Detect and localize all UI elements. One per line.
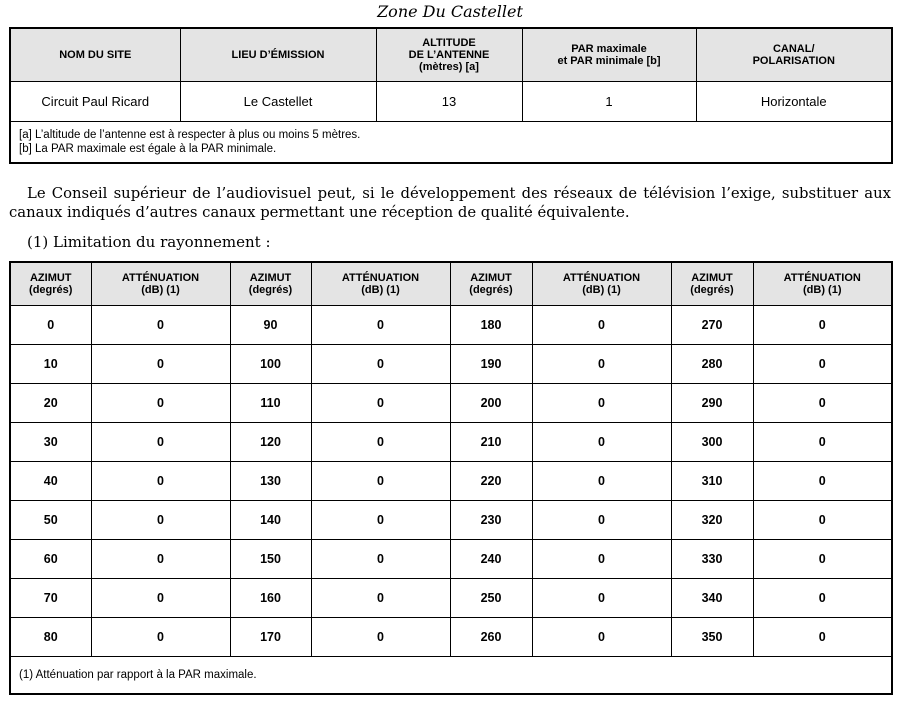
azimuth-table-note: (1) Atténuation par rapport à la PAR maximale. [10,657,892,695]
table-row [10,423,892,462]
azimut-cell: 0 [10,306,91,345]
attenuation-cell: 0 [753,345,892,384]
azimut-cell: 280 [671,345,753,384]
attenuation-cell: 0 [532,423,671,462]
azimut-cell: 120 [230,423,311,462]
attenuation-cell: 0 [91,345,230,384]
azimut-cell: 20 [10,384,91,423]
azimuth-table-body [10,306,892,695]
azimut-cell: 30 [10,423,91,462]
azimut-cell: 210 [450,423,532,462]
azimut-cell: 350 [671,618,753,657]
attenuation-cell: 0 [753,501,892,540]
attenuation-cell: 0 [753,540,892,579]
azimut-cell: 50 [10,501,91,540]
attenuation-cell: 0 [91,306,230,345]
header-nom-du-site: NOM DU SITE [10,28,180,82]
attenuation-cell: 0 [532,618,671,657]
attenuation-cell: 0 [311,501,450,540]
table-row [10,618,892,657]
header-azimut: AZIMUT (degrés) [10,262,91,306]
zone-title: Zone Du Castellet [377,2,523,21]
attenuation-cell: 0 [311,423,450,462]
attenuation-cell: 0 [311,540,450,579]
table-row [10,462,892,501]
azimuth-table [9,261,893,695]
attenuation-cell: 0 [532,540,671,579]
azimut-cell: 200 [450,384,532,423]
attenuation-cell: 0 [91,618,230,657]
cell-nom-du-site: Circuit Paul Ricard [10,82,180,122]
attenuation-cell: 0 [532,384,671,423]
azimut-cell: 170 [230,618,311,657]
attenuation-cell: 0 [311,345,450,384]
azimut-cell: 270 [671,306,753,345]
attenuation-cell: 0 [753,618,892,657]
table-row [10,540,892,579]
azimut-cell: 110 [230,384,311,423]
site-table-notes [10,122,892,164]
table-row [10,384,892,423]
header-azimut: AZIMUT (degrés) [230,262,311,306]
cell-par: 1 [522,82,696,122]
azimut-cell: 320 [671,501,753,540]
azimut-cell: 190 [450,345,532,384]
azimut-cell: 70 [10,579,91,618]
attenuation-cell: 0 [532,345,671,384]
body-paragraph: Le Conseil supérieur de l’audiovisuel peut, si le développement des réseaux de télévision l’exige, substituer aux canaux indiqués d’autres canaux permettant une réception de qualité équivalente. [9,185,891,221]
azimut-cell: 130 [230,462,311,501]
header-lieu-emission: LIEU D’ÉMISSION [180,28,376,82]
attenuation-cell: 0 [91,579,230,618]
attenuation-cell: 0 [311,306,450,345]
attenuation-cell: 0 [91,384,230,423]
azimut-cell: 140 [230,501,311,540]
site-table-row [10,82,892,122]
attenuation-cell: 0 [753,462,892,501]
site-table-notes-row [10,122,892,164]
azimut-cell: 160 [230,579,311,618]
attenuation-cell: 0 [532,306,671,345]
header-azimut: AZIMUT (degrés) [450,262,532,306]
cell-altitude: 13 [376,82,522,122]
attenuation-cell: 0 [91,423,230,462]
azimut-cell: 340 [671,579,753,618]
header-attenuation: ATTÉNUATION (dB) (1) [311,262,450,306]
attenuation-cell: 0 [311,618,450,657]
azimut-cell: 60 [10,540,91,579]
table-row [10,501,892,540]
azimut-cell: 90 [230,306,311,345]
azimuth-header-row [10,262,892,306]
table-row [10,306,892,345]
attenuation-cell: 0 [753,423,892,462]
azimut-cell: 300 [671,423,753,462]
attenuation-cell: 0 [532,462,671,501]
section-heading: (1) Limitation du rayonnement : [27,233,271,251]
azimut-cell: 80 [10,618,91,657]
attenuation-cell: 0 [311,384,450,423]
azimut-cell: 310 [671,462,753,501]
header-azimut: AZIMUT (degrés) [671,262,753,306]
azimut-cell: 230 [450,501,532,540]
azimut-cell: 100 [230,345,311,384]
azimuth-notes-row [10,657,892,695]
header-canal-polarisation: CANAL/ POLARISATION [696,28,892,82]
attenuation-cell: 0 [753,579,892,618]
attenuation-cell: 0 [532,501,671,540]
header-par: PAR maximale et PAR minimale [b] [522,28,696,82]
note-a: [a] L’altitude de l’antenne est à respecter à plus ou moins 5 mètres. [19,129,361,141]
attenuation-cell: 0 [311,579,450,618]
azimut-cell: 260 [450,618,532,657]
attenuation-cell: 0 [311,462,450,501]
table-row [10,579,892,618]
attenuation-cell: 0 [91,540,230,579]
header-attenuation: ATTÉNUATION (dB) (1) [91,262,230,306]
azimut-cell: 330 [671,540,753,579]
header-altitude: ALTITUDE DE L’ANTENNE (mètres) [a] [376,28,522,82]
azimut-cell: 40 [10,462,91,501]
attenuation-cell: 0 [532,579,671,618]
azimut-cell: 290 [671,384,753,423]
azimut-cell: 180 [450,306,532,345]
azimut-cell: 220 [450,462,532,501]
attenuation-cell: 0 [753,306,892,345]
attenuation-cell: 0 [753,384,892,423]
azimut-cell: 250 [450,579,532,618]
cell-lieu-emission: Le Castellet [180,82,376,122]
site-table [9,27,893,164]
header-attenuation: ATTÉNUATION (dB) (1) [532,262,671,306]
cell-polarisation: Horizontale [696,82,892,122]
azimut-cell: 150 [230,540,311,579]
header-attenuation: ATTÉNUATION (dB) (1) [753,262,892,306]
site-table-header-row [10,28,892,82]
table-row [10,345,892,384]
azimut-cell: 240 [450,540,532,579]
attenuation-cell: 0 [91,501,230,540]
attenuation-cell: 0 [91,462,230,501]
note-b: [b] La PAR maximale est égale à la PAR minimale. [19,143,277,155]
azimut-cell: 10 [10,345,91,384]
